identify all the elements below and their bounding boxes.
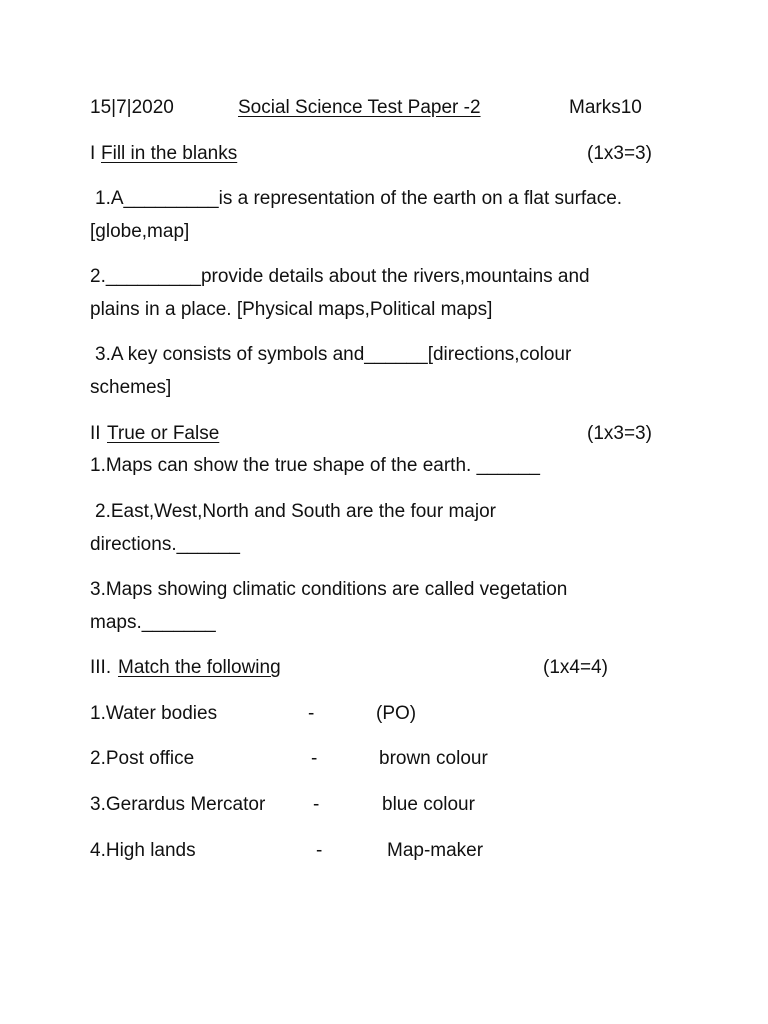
section-3-marks: (1x4=4) [543,657,608,678]
s1-q2-line2: plains in a place. [Physical maps,Political maps] [90,299,493,320]
s1-q3-line1: 3.A key consists of symbols and______[directions,colour [95,344,572,365]
match-row-3-dash: - [313,794,320,815]
match-row-1-dash: - [308,703,315,724]
s1-q1-line1: 1.A_________is a representation of the earth on a flat surface. [95,188,623,209]
match-row-1-left: 1.Water bodies [90,703,218,724]
match-row-4-left: 4.High lands [90,840,196,861]
section-1-marks: (1x3=3) [587,143,652,164]
s1-q2-line1: 2._________provide details about the rivers,mountains and [90,266,590,287]
section-2-heading: True or False [107,423,220,444]
s2-q2-line1: 2.East,West,North and South are the four major [95,501,496,522]
match-row-4-dash: - [316,840,323,861]
s2-q2-line2: directions.______ [90,534,240,555]
match-row-2-left: 2.Post office [90,748,195,769]
match-row-1-right: (PO) [376,703,417,724]
section-1-numeral: I [90,143,96,164]
match-row-3-left: 3.Gerardus Mercator [90,794,266,815]
paper-date: 15|7|2020 [90,97,174,118]
section-1-heading: Fill in the blanks [101,143,238,164]
section-3-numeral: III. [90,657,112,678]
match-row-2-right: brown colour [379,748,488,769]
paper-title: Social Science Test Paper -2 [238,97,481,118]
section-2-marks: (1x3=3) [587,423,652,444]
match-row-4-right: Map-maker [387,840,484,861]
section-3-heading: Match the following [118,657,281,678]
s2-q3-line2: maps._______ [90,612,216,633]
s2-q1-line1: 1.Maps can show the true shape of the earth. ______ [90,455,540,476]
match-row-3-right: blue colour [382,794,475,815]
s2-q3-line1: 3.Maps showing climatic conditions are called vegetation [90,579,568,600]
section-2-numeral: II [90,423,101,444]
s1-q3-line2: schemes] [90,377,172,398]
paper-marks: Marks10 [569,97,642,118]
s1-q1-line2: [globe,map] [90,221,190,242]
match-row-2-dash: - [311,748,318,769]
